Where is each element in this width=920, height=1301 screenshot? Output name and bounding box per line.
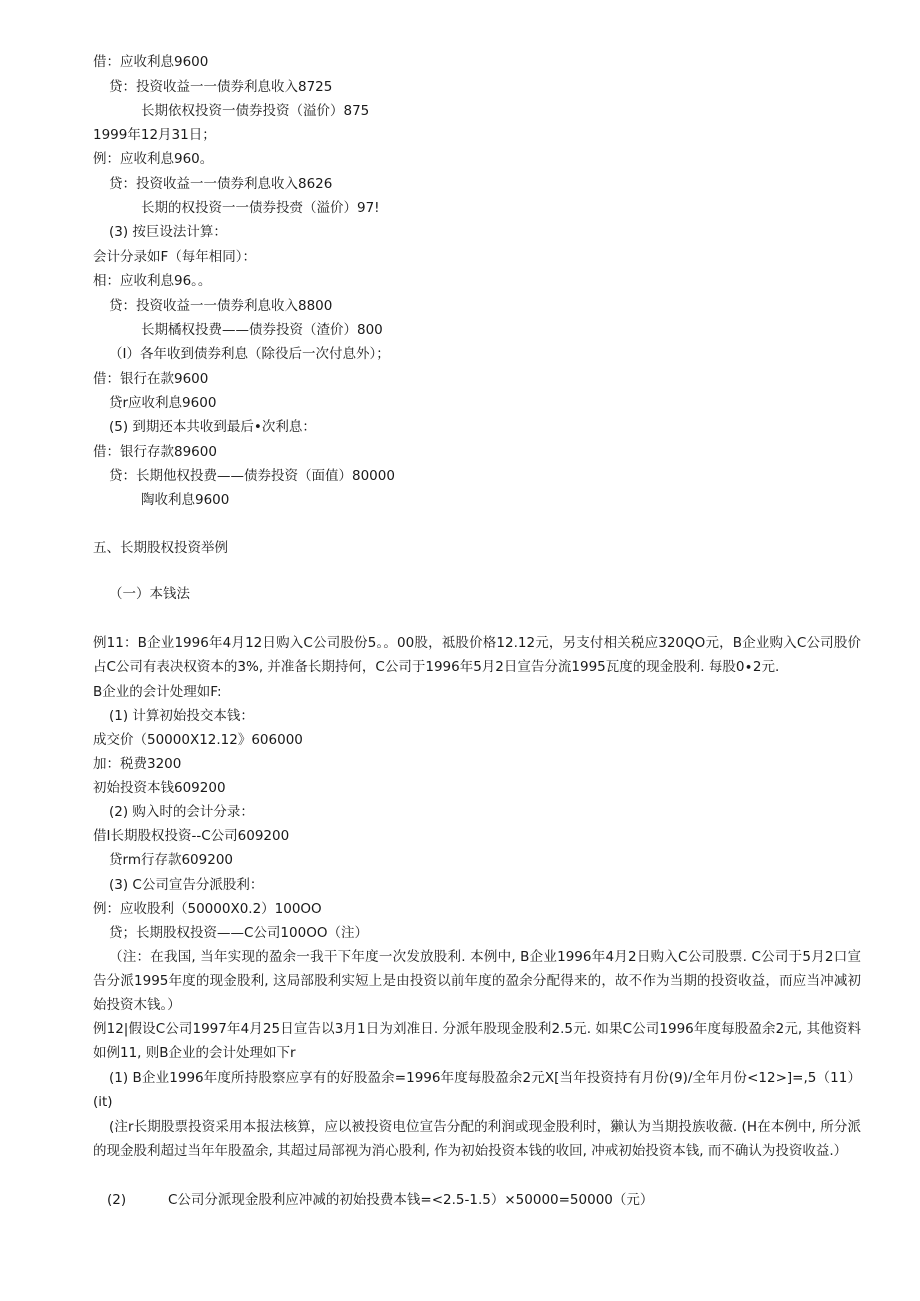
text-line: 1999年12月31日； [93, 127, 216, 143]
text-line: (1) 计算初始投交本钱： [109, 708, 254, 724]
text-line: (3) C公司宣告分派股利： [109, 877, 264, 893]
text-line: B企业的会计处理如F: [93, 684, 222, 700]
example-11-paragraph: 例11：B企业1996年4月12日购入C公司股份5。。00股，祗股价格12.12元，另支付相关税应320QO元，B企业购入C公司股价占C公司有表决权资本的3%, 并准备长期持何，C公司于1996年5月2日宣告分流1995瓦度的现金股利. 每股0∙2元. [93, 635, 861, 675]
text-line: 贷：投资收益一一债券利息收入8800 [109, 298, 333, 314]
text-line: 借I长期股权投资--C公司609200 [93, 828, 290, 844]
text-line: 初始投资本钱609200 [93, 780, 226, 796]
text-line: 会计分录如F（每年相同）： [93, 249, 257, 265]
text-line: 贷r应收利息9600 [109, 395, 217, 411]
text-line: 例：应收股利（50000X0.2）100OO [93, 901, 322, 917]
text-line: 贷：投资收益一一债券利息收入8626 [109, 176, 333, 192]
subsection-heading: （一）本钱法 [109, 586, 190, 602]
text-line: 借：银行在款9600 [93, 371, 209, 387]
text-line: 陶收利息9600 [141, 492, 230, 508]
text-line: 长期橘权投费——债券投资（渣价）800 [141, 322, 383, 338]
text-line: 借：银行存款89600 [93, 444, 217, 460]
text-line: 贷rm行存款609200 [109, 852, 233, 868]
note-paragraph: （注：在我国, 当年实现的盈余一我干下年度一次发放股利. 本例中, B企业1996年4月2日购入C公司股票. C公司于5月2口宣告分派1995年度的现金股利, 这局部股利实短上是由投资以前年度的盈余分配得来的，故不作为当期的投资收益，而应当冲减初始投资木钱。） [93, 949, 861, 1013]
calc-1-paragraph: (1) B企业1996年度所持股察应享有的好股盈余=1996年度每股盈余2元X[当年投资持有月份(9)/全年月份<12>]=,5（11） (it) [93, 1070, 861, 1110]
text-line: (3) 按巨设法计算： [109, 224, 227, 240]
text-line: 加：税费3200 [93, 756, 182, 772]
text-line: 长期依权投资一债券投资（溢价）875 [141, 103, 370, 119]
text-line: 长期的权投资一一债券投赍（溢价）97! [141, 200, 380, 216]
text-line: 贷：投资收益一一债券利息收入8725 [109, 79, 333, 95]
calc-2-text: C公司分派现金股利应冲减的初始投费本钱=<2.5-1.5）×50000=50000（元） [168, 1192, 654, 1208]
note-2-paragraph: (注r长期股票投资采用本报法核算，应以被投资电位宣告分配的利润或现金股利时，獭认为当期投族收薇. (H在本例中, 所分派的现金股利超过当年年股盈余, 其超过局部视为消心股利, 作为初始投资本钱的收回, 冲戒初始投资本钱, 而不确认为投资收益.） [93, 1119, 861, 1159]
calc-2-number: (2) [107, 1192, 127, 1208]
text-line: 相：应收利息96。。 [93, 273, 212, 289]
example-12-paragraph: 例12|假设C公司1997年4月25日宣告以3月1日为刘准日. 分派年股现金股利2.5元. 如果C公司1996年度每股盈余2元, 其他资料如例11, 则B企业的会计处理如下r [93, 1021, 861, 1061]
text-line: (5) 到期还本共收到最后•次利息： [109, 419, 316, 435]
text-line: 成交价（50000X12.12》606000 [93, 732, 303, 748]
text-line: 贷；长期股权投资——C公司100OO（注） [109, 925, 368, 941]
text-line: （I）各年收到债券利息（除役后一次付息外）； [109, 346, 390, 362]
text-line: 借：应收利息9600 [93, 54, 209, 70]
text-line: (2) 购入时的会计分录： [109, 804, 254, 820]
text-line: 例：应收利息960。 [93, 151, 214, 167]
text-line: 贷：长期他权投费——债券投资（面值）80000 [109, 468, 395, 484]
section-heading: 五、长期股权投资举例 [93, 540, 228, 556]
